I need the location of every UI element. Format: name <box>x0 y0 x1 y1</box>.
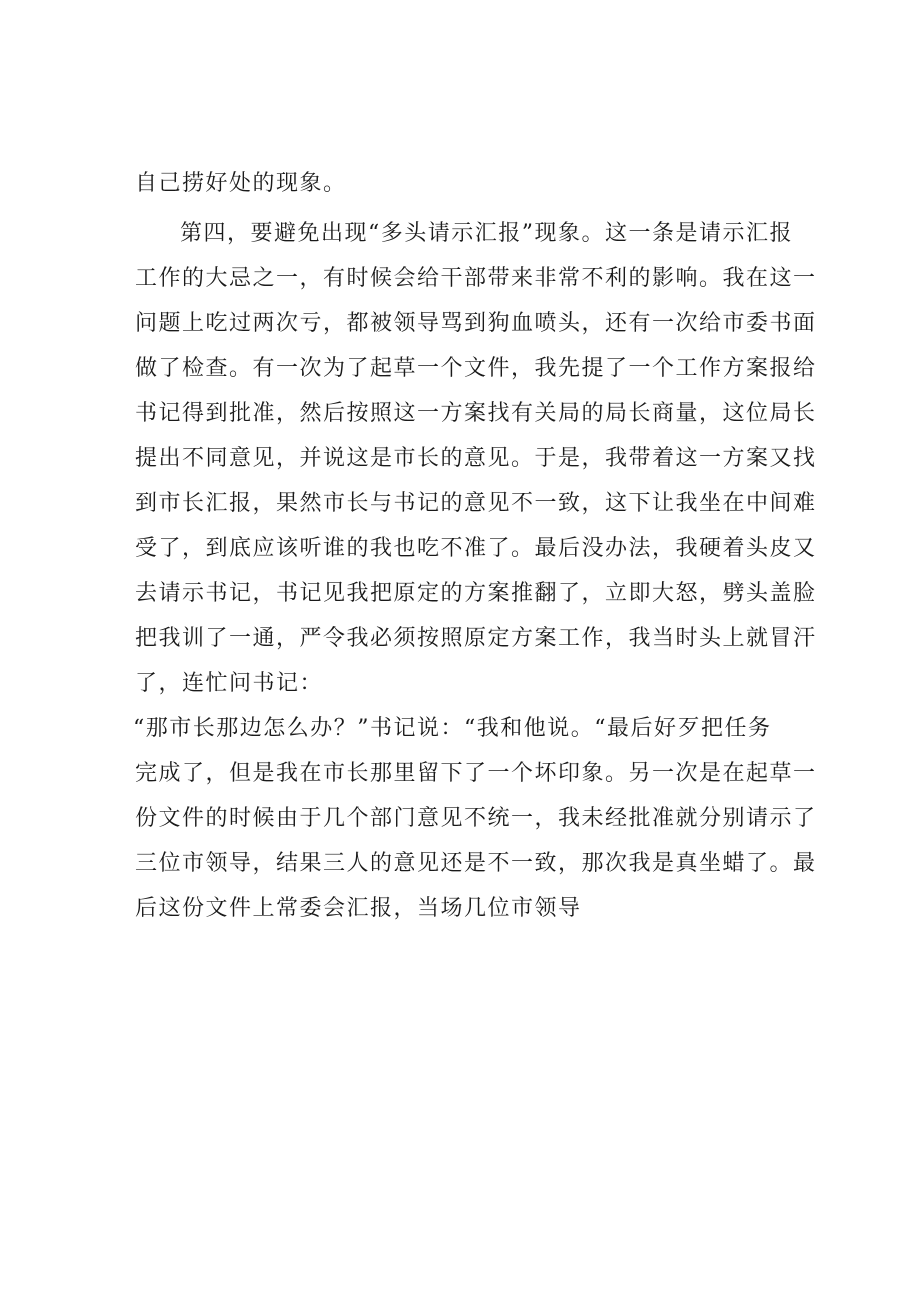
text-line: 自己捞好处的现象。 <box>135 171 347 196</box>
text-line: 把我训了一通，严令我必须按照原定方案工作，我当时头上就冒汗 <box>135 626 817 651</box>
text-line: 完成了，但是我在市长那里留下了一个坏印象。另一次是在起草一 <box>135 761 817 786</box>
text-line: 到市长汇报，果然市长与书记的意见不一致，这下让我坐在中间难 <box>135 491 817 516</box>
text-line: 后这份文件上常委会汇报，当场几位市领导 <box>135 896 582 921</box>
text-line: 份文件的时候由于几个部门意见不统一，我未经批准就分别请示了 <box>135 806 817 831</box>
text-line: 去请示书记，书记见我把原定的方案推翻了，立即大怒，劈头盖脸 <box>135 581 817 606</box>
text-line: 第四，要避免出现“多头请示汇报”现象。这一条是请示汇报 <box>180 221 793 246</box>
text-line: “那市长那边怎么办？”书记说：“我和他说。“最后好歹把任务 <box>133 716 772 741</box>
text-line: 三位市领导，结果三人的意见还是不一致，那次我是真坐蜡了。最 <box>135 851 817 876</box>
text-line: 问题上吃过两次亏，都被领导骂到狗血喷头，还有一次给市委书面 <box>135 311 817 336</box>
text-line: 受了，到底应该听谁的我也吃不准了。最后没办法，我硬着头皮又 <box>135 536 817 561</box>
text-line: 做了检查。有一次为了起草一个文件，我先提了一个工作方案报给 <box>135 356 817 381</box>
text-line: 提出不同意见，并说这是市长的意见。于是，我带着这一方案又找 <box>135 446 817 471</box>
text-line: 了，连忙问书记： <box>135 671 324 696</box>
text-line: 工作的大忌之一，有时候会给干部带来非常不利的影响。我在这一 <box>135 266 817 291</box>
text-line: 书记得到批准，然后按照这一方案找有关局的局长商量，这位局长 <box>135 401 817 426</box>
